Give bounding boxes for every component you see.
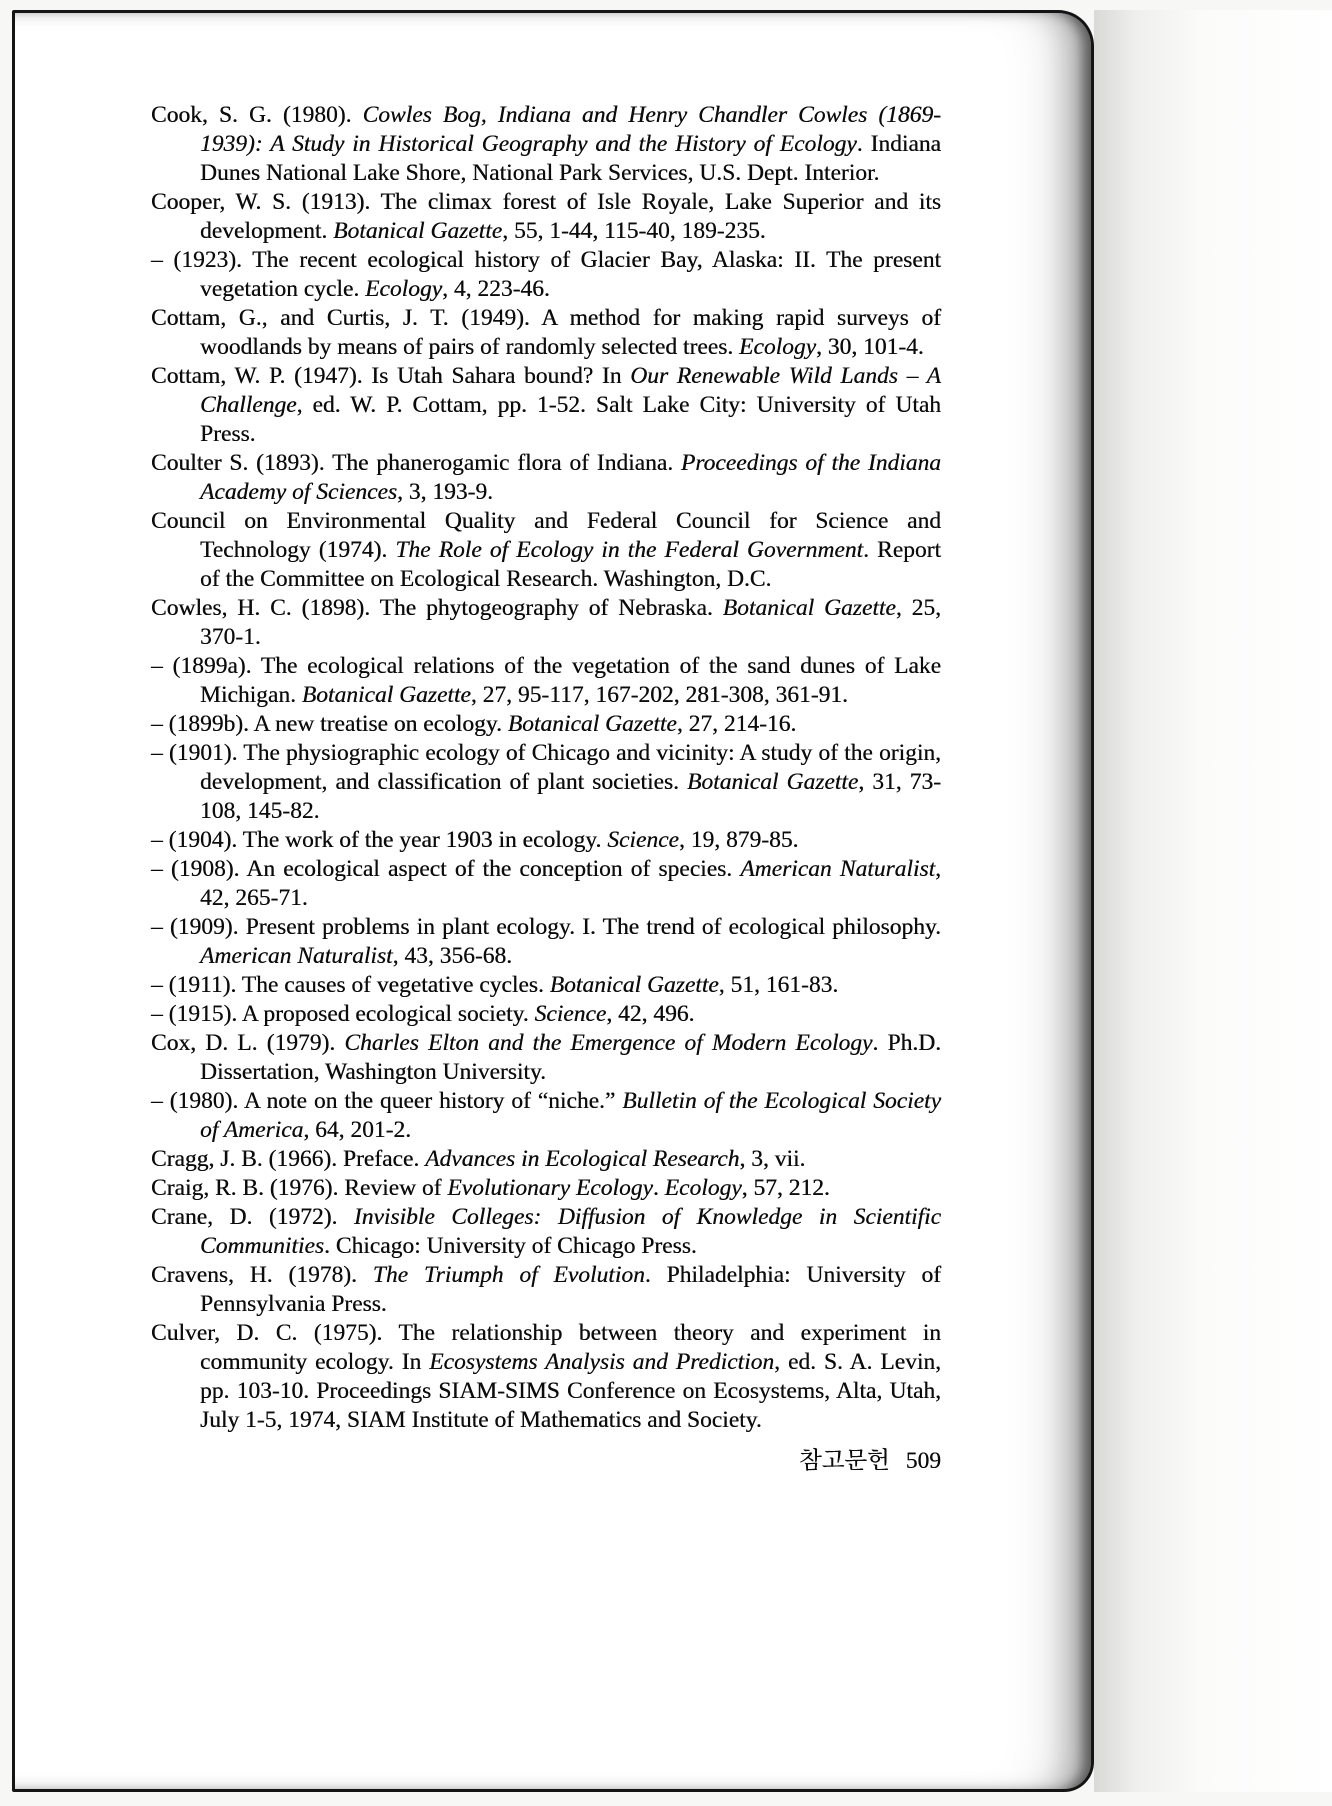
reference-title-italic: Botanical Gazette xyxy=(507,711,677,737)
reference-entry xyxy=(151,826,941,855)
reference-title-italic: Ecology xyxy=(365,276,443,302)
reference-text: – (1901). The physiographic ecology of Chicago and vicinity: A study of the origin, development, and classification of plant societies. xyxy=(151,740,941,795)
reference-entry xyxy=(151,1029,941,1087)
reference-text: – (1899b). A new treatise on ecology. xyxy=(151,711,508,737)
reference-title-italic: Our Renewable Wild Lands – A Challenge xyxy=(200,363,941,418)
reference-title-italic: American Naturalist xyxy=(200,943,393,969)
reference-entry xyxy=(151,1174,941,1203)
page-number: 509 xyxy=(905,1448,941,1474)
reference-entry xyxy=(151,1261,941,1319)
reference-text: , ed. W. P. Cottam, pp. 1-52. Salt Lake City: University of Utah Press. xyxy=(200,392,941,447)
reference-text: , 42, 265-71. xyxy=(200,856,941,911)
reference-text: , 43, 356-68. xyxy=(392,943,513,969)
page-footer xyxy=(151,1441,941,1475)
reference-entry xyxy=(151,1087,941,1145)
reference-entry xyxy=(151,188,941,246)
reference-title-italic: Ecology xyxy=(739,334,817,360)
reference-text: . Philadelphia: University of Pennsylvania Press. xyxy=(200,1262,941,1317)
reference-text: – (1909). Present problems in plant ecology. I. The trend of ecological philosophy. xyxy=(151,914,941,940)
reference-entry xyxy=(151,1203,941,1261)
reference-entry xyxy=(151,246,941,304)
reference-title-italic: Botanical Gazette xyxy=(333,218,503,244)
reference-entry xyxy=(151,594,941,652)
footer-section-label: 참고문헌 xyxy=(798,1448,890,1474)
reference-text: . Chicago: University of Chicago Press. xyxy=(324,1233,697,1259)
reference-text: Crane, D. (1972). xyxy=(151,1204,354,1230)
reference-text: . Indiana Dunes National Lake Shore, National Park Services, U.S. Dept. Interior. xyxy=(200,131,941,186)
reference-text: , 51, 161-83. xyxy=(718,972,839,998)
reference-text: , 3, 193-9. xyxy=(397,479,493,505)
reference-entry xyxy=(151,101,941,188)
reference-text: – (1911). The causes of vegetative cycles. xyxy=(151,972,550,998)
reference-entry xyxy=(151,652,941,710)
reference-entry xyxy=(151,855,941,913)
reference-text: , 30, 101-4. xyxy=(816,334,924,360)
reference-text: – (1923). The recent ecological history of Glacier Bay, Alaska: II. The present vegetation cycle. xyxy=(151,247,941,302)
reference-text: Craig, R. B. (1976). Review of xyxy=(151,1175,448,1201)
reference-title-italic: Science xyxy=(534,1001,607,1027)
reference-entry xyxy=(151,304,941,362)
reference-title-italic: Ecosystems Analysis and Prediction xyxy=(429,1349,775,1375)
reference-text: – (1899a). The ecological relations of the vegetation of the sand dunes of Lake Michigan. xyxy=(151,653,941,708)
reference-title-italic: Invisible Colleges: Diffusion of Knowledge in Scientific Communities xyxy=(200,1204,942,1259)
reference-entry xyxy=(151,1000,941,1029)
reference-text: , 3, vii. xyxy=(739,1146,806,1172)
reference-text: , 55, 1-44, 115-40, 189-235. xyxy=(502,218,766,244)
reference-text: – (1904). The work of the year 1903 in ecology. xyxy=(151,827,608,853)
reference-title-italic: Cowles Bog, Indiana and Henry Chandler Cowles (1869-1939): A Study in Historical Geography and the History of Ecology xyxy=(200,102,941,157)
reference-text: , 42, 496. xyxy=(606,1001,695,1027)
reference-title-italic: The Triumph of Evolution xyxy=(372,1262,645,1288)
reference-entry xyxy=(151,362,941,449)
reference-text: Cook, S. G. (1980). xyxy=(151,102,363,128)
reference-text: – (1908). An ecological aspect of the conception of species. xyxy=(151,856,741,882)
reference-text: , 57, 212. xyxy=(741,1175,830,1201)
reference-text: . Report of the Committee on Ecological Research. Washington, D.C. xyxy=(200,537,941,592)
reference-text: Culver, D. C. (1975). The relationship between theory and experiment in community ecology. In xyxy=(151,1320,941,1375)
reference-title-italic: The Role of Ecology in the Federal Government xyxy=(395,537,864,563)
reference-entry xyxy=(151,913,941,971)
reference-text: , 31, 73-108, 145-82. xyxy=(200,769,942,824)
reference-title-italic: Botanical Gazette xyxy=(301,682,471,708)
reference-text: . xyxy=(652,1175,665,1201)
reference-text: – (1980). A note on the queer history of “niche.” xyxy=(151,1088,623,1114)
reference-entry xyxy=(151,1145,941,1174)
reference-text: Cottam, G., and Curtis, J. T. (1949). A method for making rapid surveys of woodlands by means of pairs of randomly selected trees. xyxy=(151,305,941,360)
reference-title-italic: American Naturalist xyxy=(740,856,936,882)
reference-title-italic: Ecology xyxy=(664,1175,742,1201)
reference-text: , ed. S. A. Levin, pp. 103-10. Proceedings SIAM-SIMS Conference on Ecosystems, Alta, Utah, July 1-5, 1974, SIAM Institute of Mathematics and Society. xyxy=(200,1349,941,1433)
reference-text: Cox, D. L. (1979). xyxy=(151,1030,345,1056)
book-page xyxy=(12,10,1094,1792)
reference-text: , 64, 201-2. xyxy=(303,1117,412,1143)
reference-entry xyxy=(151,710,941,739)
reference-text: , 27, 214-16. xyxy=(676,711,797,737)
reference-title-italic: Botanical Gazette xyxy=(722,595,896,621)
reference-title-italic: Advances in Ecological Research xyxy=(425,1146,740,1172)
reference-text: – (1915). A proposed ecological society. xyxy=(151,1001,535,1027)
reference-title-italic: Charles Elton and the Emergence of Modern Ecology xyxy=(344,1030,873,1056)
reference-title-italic: Botanical Gazette xyxy=(687,769,859,795)
reference-text: Cooper, W. S. (1913). The climax forest of Isle Royale, Lake Superior and its development. xyxy=(151,189,941,244)
references-list xyxy=(151,101,941,1435)
reference-text: Cottam, W. P. (1947). Is Utah Sahara bound? In xyxy=(151,363,631,389)
reference-text: Cravens, H. (1978). xyxy=(151,1262,373,1288)
reference-text: Council on Environmental Quality and Federal Council for Science and Technology (1974). xyxy=(151,508,941,563)
reference-text: Cragg, J. B. (1966). Preface. xyxy=(151,1146,426,1172)
reference-text: , 27, 95-117, 167-202, 281-308, 361-91. xyxy=(470,682,848,708)
reference-title-italic: Botanical Gazette xyxy=(549,972,719,998)
reference-entry xyxy=(151,449,941,507)
reference-title-italic: Evolutionary Ecology xyxy=(447,1175,653,1201)
reference-entry xyxy=(151,1319,941,1435)
reference-title-italic: Science xyxy=(607,827,679,853)
reference-entry xyxy=(151,739,941,826)
reference-title-italic: Proceedings of the Indiana Academy of Sciences xyxy=(200,450,942,505)
reference-text: , 4, 223-46. xyxy=(442,276,550,302)
reference-title-italic: Bulletin of the Ecological Society of America xyxy=(200,1088,941,1143)
reference-entry xyxy=(151,971,941,1000)
reference-text: , 25, 370-1. xyxy=(200,595,942,650)
scan-background-edge xyxy=(1094,10,1332,1792)
reference-text: , 19, 879-85. xyxy=(678,827,799,853)
reference-text: Coulter S. (1893). The phanerogamic flora of Indiana. xyxy=(151,450,681,476)
reference-text: Cowles, H. C. (1898). The phytogeography of Nebraska. xyxy=(151,595,723,621)
reference-entry xyxy=(151,507,941,594)
reference-text: . Ph.D. Dissertation, Washington University. xyxy=(200,1030,942,1085)
